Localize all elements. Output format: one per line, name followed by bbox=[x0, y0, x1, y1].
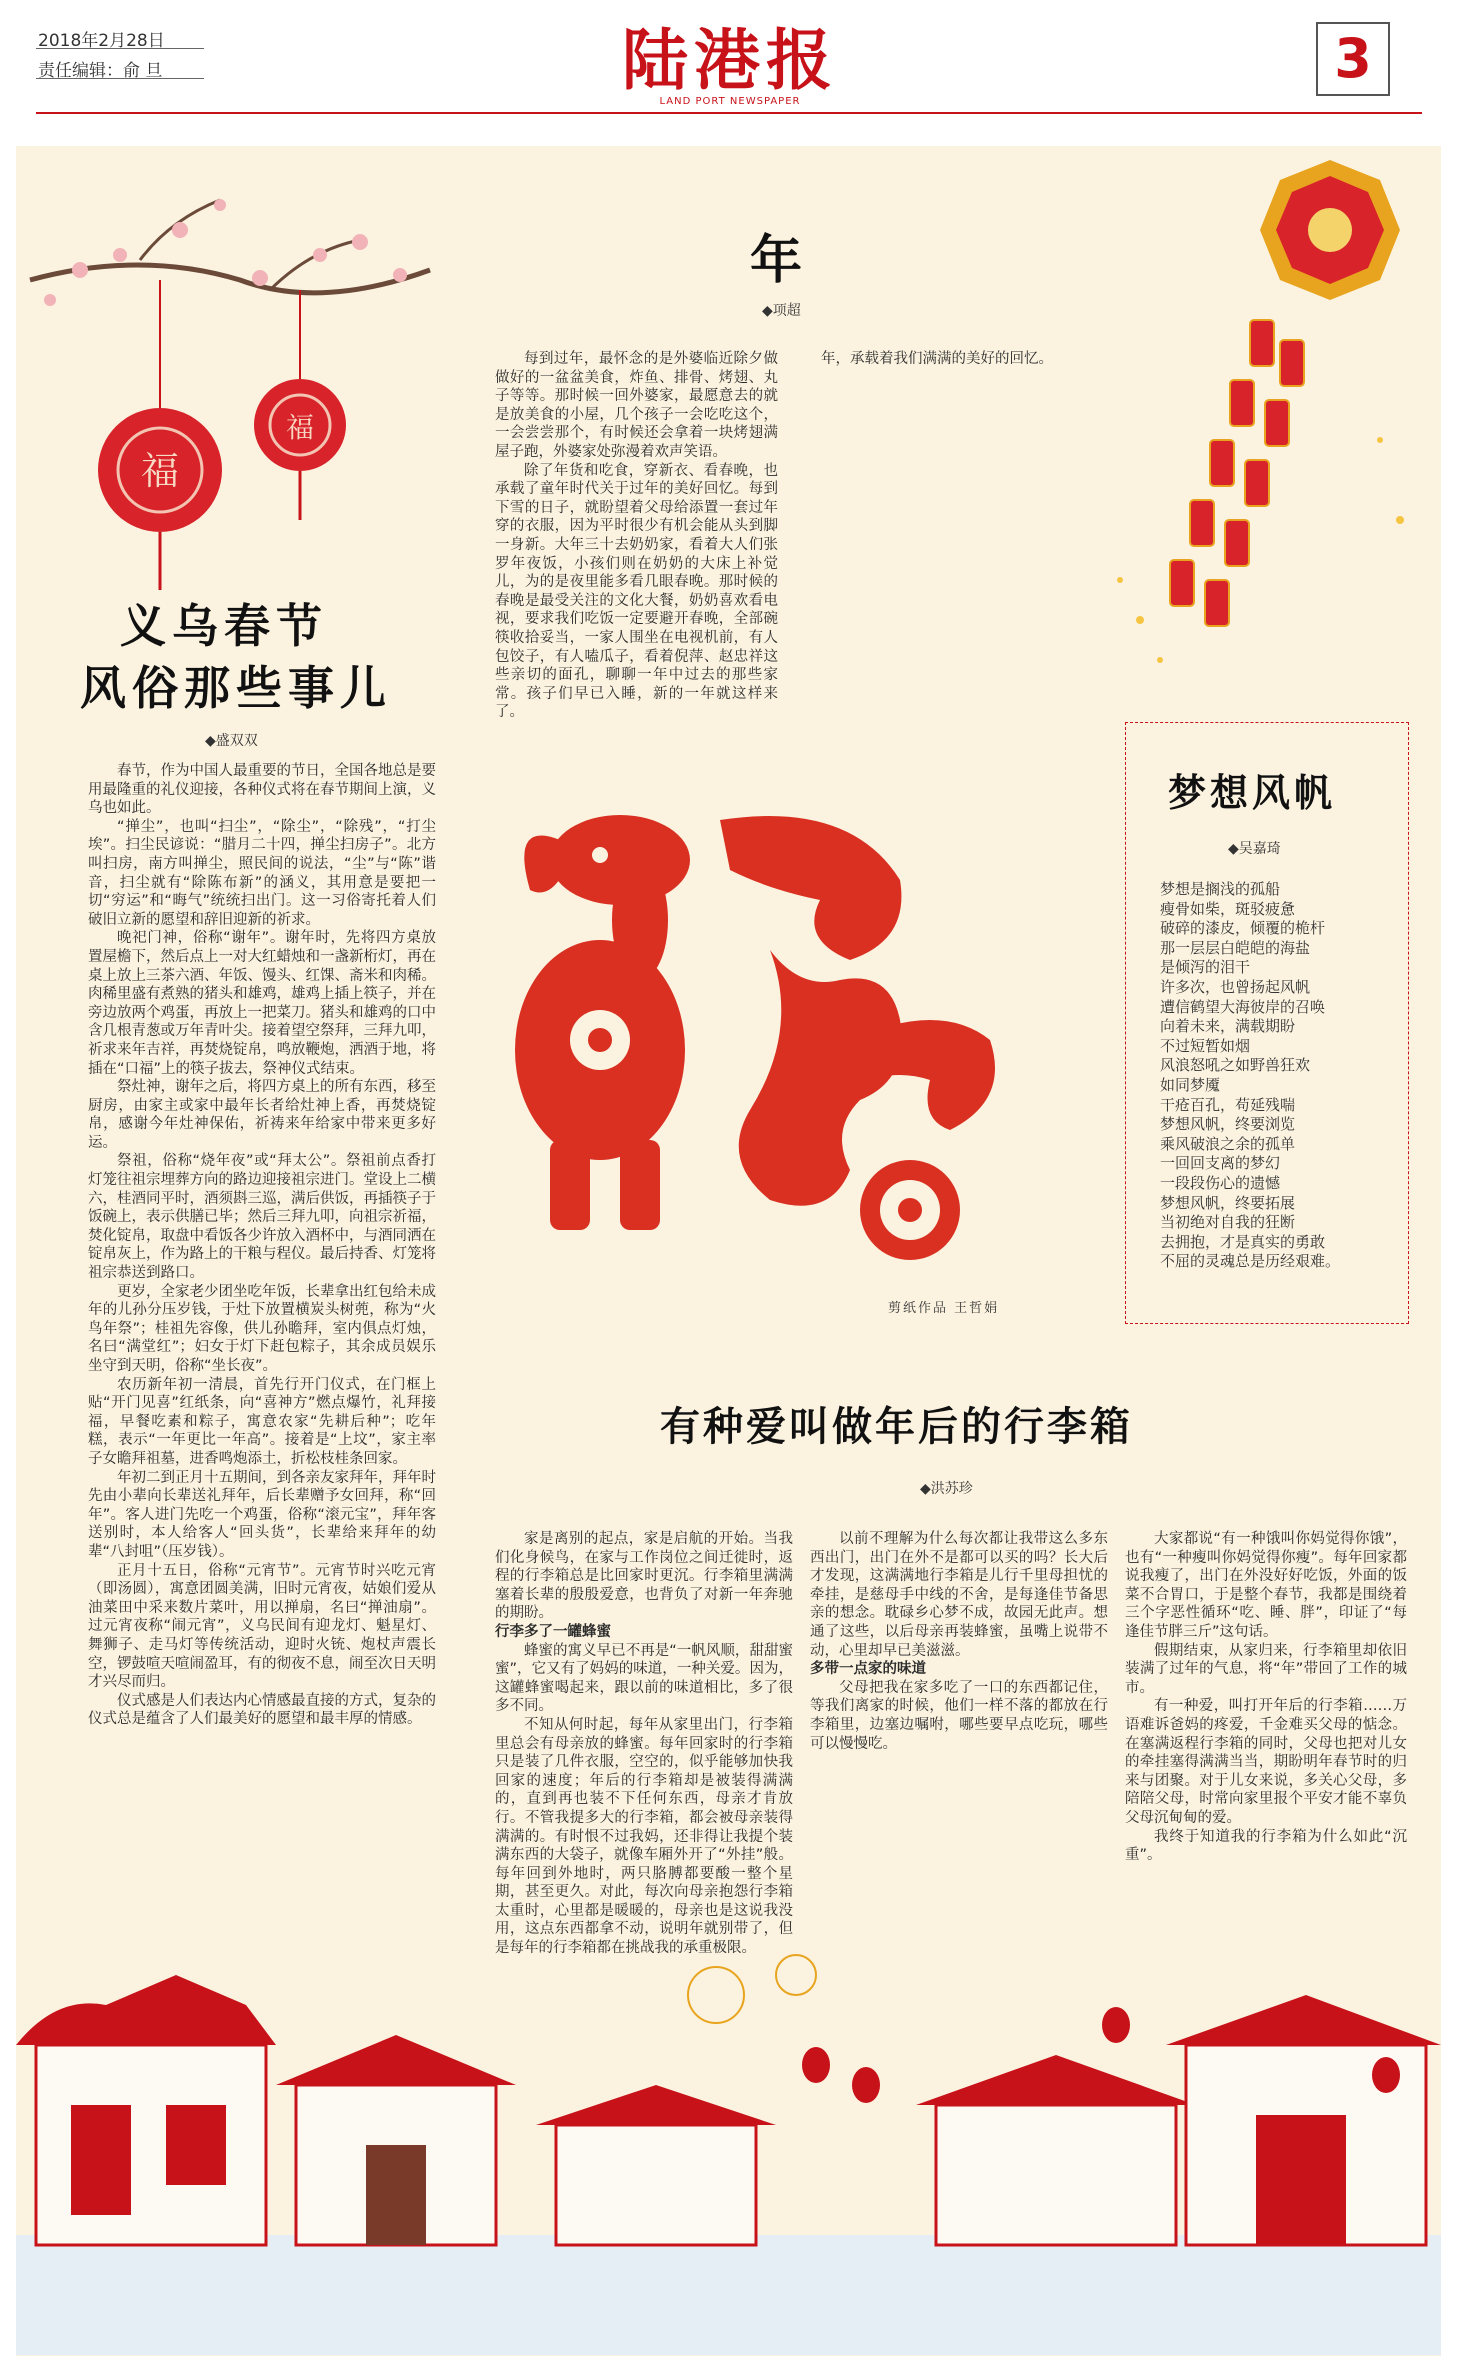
page-number: 3 bbox=[1316, 22, 1390, 96]
poem-line: 那一层层白皑皑的海盐 bbox=[1160, 938, 1311, 957]
header-divider bbox=[36, 48, 204, 49]
article-year-paragraph: 除了年货和吃食，穿新衣、看春晚，也承载了童年时代关于过年的美好回忆。每到下雪的日子，就盼望着父母给添置一套过年穿的衣服，因为平时很少有机会能从头到脚一身新。大年三十去奶奶家，看着大人们张罗年夜饭，小孩们则在奶奶的大床上补觉儿，为的是夜里能多看几眼春晚。那时候的春晚是最受关注的文化大餐，奶奶喜欢看电视，要求我们吃饭一定要避开春晚，全部碗筷收拾妥当，一家人围坐在电视机前，有人包饺子，有人嗑瓜子，看着倪萍、赵忠祥这些亲切的面孔，聊聊一年中过去的那些家常。孩子们早已入睡，新的一年就这样来了。 bbox=[495, 462, 778, 721]
header-rule bbox=[36, 112, 1422, 114]
poem-line: 不过短暂如烟 bbox=[1160, 1036, 1251, 1055]
article-suitcase-paragraph: 父母把我在家多吃了一口的东西都记住，等我们离家的时候，他们一样不落的都放在行李箱里，边塞边嘱咐，哪些要早点吃玩，哪些可以慢慢吃。 bbox=[810, 1679, 1108, 1752]
poem-line: 梦想风帆，终要浏览 bbox=[1160, 1115, 1296, 1134]
article-year-col-2 bbox=[792, 350, 1075, 369]
article-spring-paragraph: 更岁，全家老少团坐吃年饭，长辈拿出红包给未成年的儿孙分压岁钱，于灶下放置横炭头树蔸，称为“火鸟年祭”；桂祖先容像，供儿孙瞻拜，室内俱点灯烛，名曰“满堂红”；妇女于灯下赶包粽子，其余成员娱乐坐守到天明，俗称“坐长夜”。 bbox=[88, 1283, 436, 1374]
poem-byline: ◆吴嘉琦 bbox=[1228, 841, 1281, 857]
masthead-logo: 陆港报 bbox=[622, 21, 838, 99]
article-spring-paragraph: 正月十五日，俗称“元宵节”。元宵节时兴吃元宵（即汤圆），寓意团圆美满，旧时元宵夜，姑娘们爱从油菜田中采来数片菜叶，用以掸扇，名曰“掸油扇”。过元宵夜称“闹元宵”，义乌民间有迎龙灯、魁星灯、舞狮子、走马灯等传统活动，迎时火铳、炮杖声震长空，锣鼓喧天喧闹盈耳，有的彻夜不息，闹至次日天明才兴尽而归。 bbox=[88, 1562, 436, 1691]
svg-text:福: 福 bbox=[140, 449, 180, 493]
article-suitcase-col-1 bbox=[495, 1530, 793, 1958]
article-suitcase-subhead: 行李多了一罐蜂蜜 bbox=[495, 1623, 611, 1640]
article-spring-byline: ◆盛双双 bbox=[205, 733, 258, 749]
article-suitcase-subhead: 多带一点家的味道 bbox=[810, 1661, 926, 1678]
issue-date: 2018年2月28日 bbox=[38, 31, 165, 51]
article-year-col-1 bbox=[495, 350, 778, 722]
poem-line: 瘦骨如柴，斑驳疲惫 bbox=[1160, 899, 1296, 918]
article-spring-title-line2: 风俗那些事儿 bbox=[80, 661, 392, 715]
article-spring-paragraph: 农历新年初一清晨，首先行开门仪式，在门框上贴“开门见喜”红纸条，向“喜神方”燃点爆竹，礼拜接福，早餐吃素和粽子，寓意农家“先耕后种”；吃年糕，表示“一年更比一年高”。接着是“上坟”，家主率子女瞻拜祖墓，进香鸣炮添土，折松枝桂条回家。 bbox=[88, 1376, 436, 1467]
article-spring-paragraph: “掸尘”，也叫“扫尘”，“除尘”，“除残”，“打尘埃”。扫尘民谚说：“腊月二十四，掸尘扫房子”。北方叫扫房，南方叫掸尘，照民间的说法，“尘”与“陈”谐音，扫尘就有“除陈布新”的涵义，其用意是要把一切“穷运”和“晦气”统统扫出门。这一习俗寄托着人们破旧立新的愿望和辞旧迎新的祈求。 bbox=[88, 818, 436, 928]
poem-line: 破碎的漆皮，倾覆的桅杆 bbox=[1160, 919, 1326, 938]
poem-line: 当初绝对自我的狂断 bbox=[1160, 1213, 1296, 1232]
papercut-dog-fu-artwork bbox=[470, 780, 1030, 1280]
poem-line: 一回回支离的梦幻 bbox=[1160, 1154, 1281, 1173]
poem-body bbox=[1160, 880, 1390, 1272]
papercut-caption: 剪纸作品 王哲娟 bbox=[888, 1301, 1000, 1316]
article-suitcase-paragraph: 蜂蜜的寓义早已不再是“一帆风顺，甜甜蜜蜜”，它又有了妈妈的味道，一种关爱。因为，这罐蜂蜜喝起来，跟以前的味道相比，多了很多不同。 bbox=[495, 1642, 793, 1715]
editor-line: 责任编辑：俞 旦 bbox=[38, 61, 163, 81]
article-spring-body bbox=[88, 762, 436, 1912]
poem-line: 向着未来，满载期盼 bbox=[1160, 1017, 1296, 1036]
poem-line: 梦想是搁浅的孤船 bbox=[1160, 880, 1281, 898]
article-year-title: 年 bbox=[750, 230, 803, 291]
poem-line: 许多次，也曾扬起风帆 bbox=[1160, 977, 1311, 996]
article-suitcase-paragraph: 家是离别的起点，家是启航的开始。当我们化身候鸟，在家与工作岗位之间迁徙时，返程的行李箱总是比回家时更沉。行李箱里满满塞着长辈的殷殷爱意，也背负了对新一年奔驰的期盼。 bbox=[495, 1531, 793, 1622]
poem-line: 是倾泻的泪干 bbox=[1160, 958, 1251, 977]
masthead bbox=[600, 22, 860, 107]
article-suitcase-paragraph: 有一种爱，叫打开年后的行李箱……万语难诉爸妈的疼爱，千金难买父母的惦念。在塞满返程行李箱的同时，父母也把对儿女的牵挂塞得满满当当，期盼明年春节时的归来与团聚。对于儿女来说，多关心父母，多陪陪父母，时常向家里报个平安才能不辜负父母沉甸甸的爱。 bbox=[1125, 1698, 1407, 1826]
article-suitcase-paragraph: 以前不理解为什么每次都让我带这么多东西出门，出门在外不是都可以买的吗？长大后才发现，这满满地行李箱是儿行千里母担忧的牵挂，是慈母手中线的不舍，是每逢佳节备思亲的想念。耽碌乡心梦不成，故园无此声。想通了这些，以后母亲再装蜂蜜，虽嘴上说带不动，心里却早已美滋滋。 bbox=[810, 1531, 1108, 1659]
poem-line: 如同梦魇 bbox=[1160, 1075, 1221, 1094]
article-spring-paragraph: 祭祖，俗称“烧年夜”或“拜太公”。祭祖前点香打灯笼往祖宗埋葬方向的路边迎接祖宗进门。堂设上二横六，桂酒同平时，酒须斟三巡，满后供饭，再插筷子于饭碗上，表示供膳已毕；然后三拜九叩，向祖宗祈福，焚化锭帛，取盘中看饭各少许放入酒杯中，与酒同洒在锭帛灰上，作为路上的干粮与程仪。最后持香、灯笼将祖宗恭送到路口。 bbox=[88, 1153, 436, 1282]
header-divider bbox=[36, 78, 204, 79]
svg-text:福: 福 bbox=[285, 411, 315, 444]
poem-title: 梦想风帆 bbox=[1168, 770, 1337, 815]
article-year-paragraph: 年，承载着我们满满的美好的回忆。 bbox=[821, 351, 1053, 367]
new-year-village-illustration bbox=[16, 1935, 1441, 2355]
firecrackers-illustration bbox=[1080, 140, 1450, 700]
article-spring-paragraph: 仪式感是人们表达内心情感最直接的方式，复杂的仪式总是蕴含了人们最美好的愿望和最丰厚的情感。 bbox=[88, 1692, 436, 1728]
poem-line: 风浪怒吼之如野兽狂欢 bbox=[1160, 1056, 1311, 1075]
poem-line: 一段段伤心的遗憾 bbox=[1160, 1173, 1281, 1192]
poem-line: 干疮百孔，苟延残喘 bbox=[1160, 1095, 1296, 1114]
poem-line: 不屈的灵魂总是历经艰难。 bbox=[1160, 1252, 1341, 1271]
article-suitcase-paragraph: 假期结束，从家归来，行李箱里却依旧装满了过年的气息，将“年”带回了工作的城市。 bbox=[1125, 1642, 1407, 1696]
article-year-paragraph: 每到过年，最怀念的是外婆临近除夕做做好的一盆盆美食，炸鱼、排骨、烤翅、丸子等等。那时候一回外婆家，最愿意去的就是放美食的小屋，几个孩子一会吃吃这个，一会尝尝那个，有时候还会拿着一块烤翅满屋子跑，外婆家处弥漫着欢声笑语。 bbox=[495, 351, 778, 460]
article-suitcase-byline: ◆洪苏珍 bbox=[920, 1481, 973, 1497]
article-suitcase-title: 有种爱叫做年后的行李箱 bbox=[660, 1403, 1133, 1450]
article-suitcase-col-2 bbox=[810, 1530, 1108, 1753]
poem-line: 乘风破浪之余的孤单 bbox=[1160, 1134, 1296, 1153]
plum-blossom-lanterns-illustration bbox=[20, 160, 440, 600]
article-suitcase-paragraph: 我终于知道我的行李箱为什么如此“沉重”。 bbox=[1125, 1828, 1407, 1864]
article-suitcase-col-3 bbox=[1125, 1530, 1407, 1865]
article-suitcase-paragraph: 大家都说“有一种饿叫你妈觉得你饿”，也有“一种瘦叫你妈觉得你瘦”。每年回家都说我瘦了，出门在外没好好吃饭，外面的饭菜不合胃口，于是整个春节，我都是围绕着三个字恶性循环“吃、睡、胖”，印证了“每逢佳节胖三斤”这句话。 bbox=[1125, 1531, 1407, 1640]
article-spring-title-line1: 义乌春节 bbox=[120, 599, 328, 653]
article-spring-paragraph: 年初二到正月十五期间，到各亲友家拜年，拜年时先由小辈向长辈送礼拜年，后长辈赠予女回拜，称“回年”。客人进门先吃一个鸡蛋，俗称“滚元宝”，拜年客送别时，本人给客人“回头货”，长辈给来拜年的幼辈“八封咀”（压岁钱）。 bbox=[88, 1469, 436, 1560]
poem-line: 去拥抱，才是真实的勇敢 bbox=[1160, 1232, 1326, 1251]
article-suitcase-paragraph: 不知从何时起，每年从家里出门，行李箱里总会有母亲放的蜂蜜。每年回家时的行李箱只是装了几件衣服，空空的，似乎能够加快我回家的速度；年后的行李箱却是被装得满满的，直到再也装不下任何东西，母亲才肯放行。不管我提多大的行李箱，都会被母亲装得满满的。有时恨不过我妈，还非得让我提个装满东西的大袋子，就像车厢外开了“外挂”般。每年回到外地时，两只胳膊都要酸一整个星期，甚至更久。对此，每次向母亲抱怨行李箱太重时，心里都是暖暖的，母亲也是这说我没用，这点东西都拿不动，说明年就别带了，但是每年的行李箱都在挑战我的承重极限。 bbox=[495, 1716, 793, 1957]
article-spring-paragraph: 春节，作为中国人最重要的节日，全国各地总是要用最隆重的礼仪迎接，各种仪式将在春节期间上演，义乌也如此。 bbox=[88, 763, 436, 817]
article-year-byline: ◆项超 bbox=[762, 303, 801, 319]
article-spring-paragraph: 祭灶神，谢年之后，将四方桌上的所有东西，移至厨房，由家主或家中最年长者给灶神上香，再焚烧锭帛，感谢今年灶神保佑，祈祷来年给家中带来更多好运。 bbox=[88, 1079, 436, 1151]
article-spring-paragraph: 晚祀门神，俗称“谢年”。谢年时，先将四方桌放置屋檐下，然后点上一对大红蜡烛和一盏新桁灯，再在桌上放上三茶六酒、年饭、馒头、红馃、斋米和肉稀。肉稀里盛有煮熟的猪头和雄鸡，雄鸡上插上筷子，并在旁边放两个鸡蛋，再放上一把菜刀。猪头和雄鸡的口中含几根青葱或万年青叶尖。接着望空祭拜，三拜九叩，祈求来年吉祥，再焚烧锭帛，鸣放鞭炮，洒酒于地，将插在“口福”上的筷子拔去，祭神仪式结束。 bbox=[88, 930, 436, 1077]
masthead-english: LAND PORT NEWSPAPER bbox=[659, 96, 801, 107]
poem-line: 遭信鹤望大海彼岸的召唤 bbox=[1160, 997, 1326, 1016]
poem-line: 梦想风帆，终要拓展 bbox=[1160, 1193, 1296, 1212]
